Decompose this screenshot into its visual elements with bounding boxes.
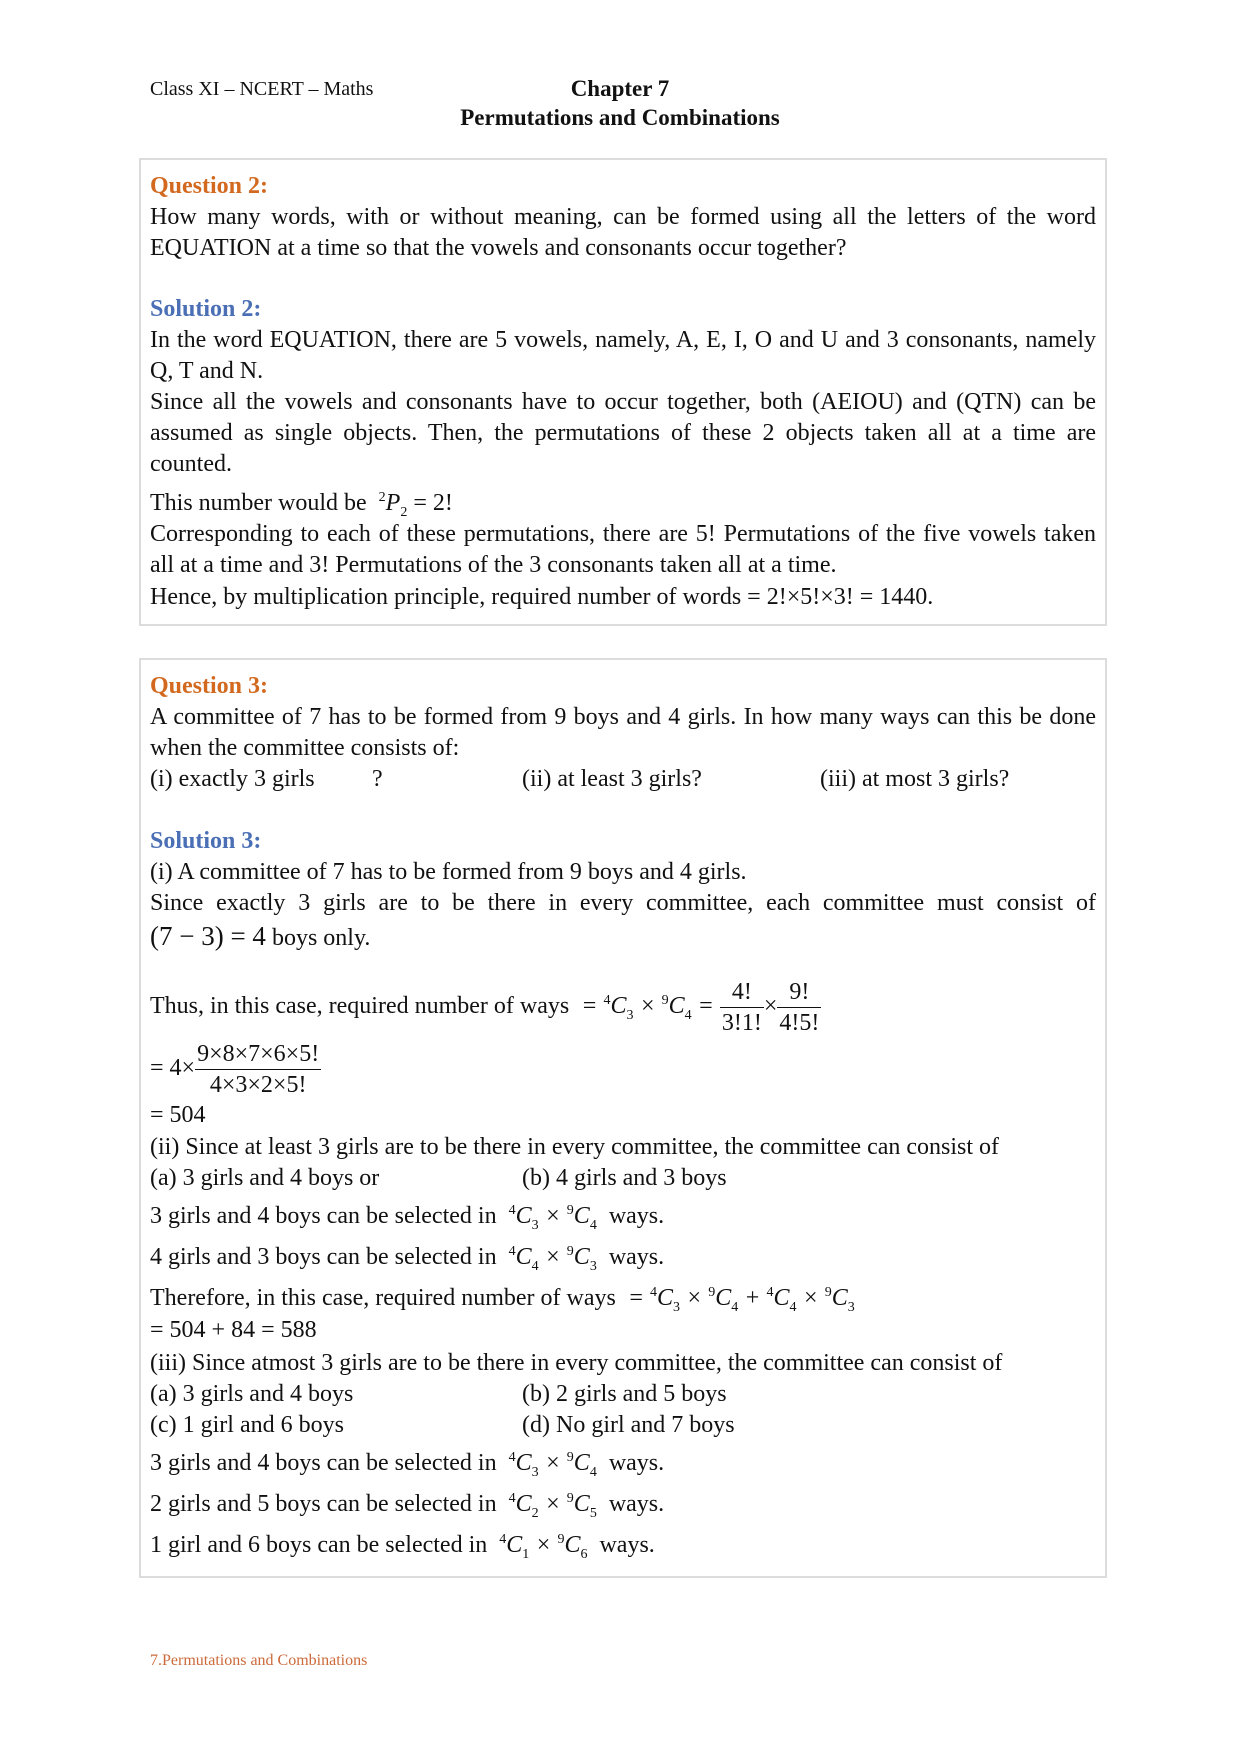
solution-2-line1: In the word EQUATION, there are 5 vowels, namely, A, E, I, O and U and 3 consonants, namely (150, 327, 1096, 353)
solution-3-iii-option-d: (d) No girl and 7 boys (522, 1412, 735, 1438)
solution-3-iii-sel1 (150, 1444, 1096, 1487)
solution-3-ii-result: = 504 + 84 = 588 (150, 1317, 317, 1343)
header-class-label: Class XI – NCERT – Maths (150, 78, 374, 100)
fraction-4-factorial-num: 4! (720, 977, 764, 1008)
solution-3-ways-line: Thus, in this case, required number of ways = $^4C_3 \times ^9C_4$ = $\frac{4!}{3!1!}$ × $\frac{9!}{4!5!}$ (150, 978, 820, 1036)
solution-3-ii-sel2-text: 4 girls and 3 boys can be selected in (150, 1244, 497, 1270)
combination-4c3-9c4-iii: $^4C_3 \times ^9C_4$ (508, 1450, 597, 1480)
solution-3-iii-option-b: (b) 2 girls and 5 boys (522, 1381, 727, 1407)
solution-3-ways-text: Thus, in this case, required number of ways (150, 993, 570, 1019)
combination-4c1-9c6: $^4C_1 \times ^9C_6$ (499, 1532, 588, 1562)
solution-3-line1: (i) A committee of 7 has to be formed from 9 boys and 4 girls. (150, 859, 747, 885)
combination-4c4-9c3: $^4C_4 \times ^9C_3$ (508, 1244, 597, 1274)
solution-3-iii-option-c: (c) 1 girl and 6 boys (150, 1412, 344, 1438)
question-3-heading: Question 3: (150, 673, 269, 699)
fraction-4-factorial-den: 3!1! (721, 1009, 762, 1036)
solution-2-line7: Corresponding to each of these permutations, there are 5! Permutations of the five vowels taken (150, 521, 1096, 547)
permutation-formula: $^2P_2$ (378, 490, 408, 520)
question-2-heading: Question 2: (150, 173, 269, 199)
question-3-option-i-mark: ? (372, 766, 383, 792)
question-2-text-line2: EQUATION at a time so that the vowels and consonants occur together? (150, 235, 847, 261)
solution-3-result-i: = 504 (150, 1102, 206, 1128)
solution-3-iii-intro: (iii) Since atmost 3 girls are to be there in every committee, the committee can consist of (150, 1350, 1003, 1376)
question-3-option-i: (i) exactly 3 girls (150, 766, 315, 792)
ways-label: ways. (599, 1532, 655, 1558)
ways-label: ways. (608, 1450, 665, 1476)
solution-2-line2: Q, T and N. (150, 358, 264, 384)
chapter-title: Permutations and Combinations (460, 105, 780, 130)
solution-3-line3 (150, 922, 1096, 952)
ways-label: ways. (608, 1244, 665, 1270)
combination-sum-expression: = $^4C_3 \times ^9C_4 + ^4C_4 \times ^9C_3$ (621, 1285, 855, 1315)
solution-3-ii-option-b: (b) 4 girls and 3 boys (522, 1165, 727, 1191)
ways-label: ways. (608, 1203, 665, 1229)
fraction-4-factorial (720, 977, 764, 1038)
fraction-9-factorial-num: 9! (777, 977, 821, 1008)
solution-3-ii-sel1-text: 3 girls and 4 boys can be selected in (150, 1203, 497, 1229)
fraction-9-factorial-den: 4!5! (779, 1009, 820, 1036)
solution-3-ii-intro: (ii) Since at least 3 girls are to be there in every committee, the committee can consist of (150, 1134, 1000, 1160)
solution-2-heading: Solution 2: (150, 296, 262, 322)
solution-3-iii-sel3 (150, 1526, 1096, 1569)
fraction-expansion (195, 1039, 321, 1100)
combination-4c3-9c4: $^4C_3 \times ^9C_4$ (508, 1203, 597, 1233)
fraction-expansion-den: 4×3×2×5! (209, 1071, 307, 1098)
chapter-number: Chapter 7 (570, 76, 670, 101)
solution-3-iii-sel2-text: 2 girls and 5 boys can be selected in (150, 1491, 497, 1517)
expansion-prefix: = 4× (150, 1055, 196, 1081)
fraction-expansion-num: 9×8×7×6×5! (195, 1039, 321, 1070)
boys-count-expression: (7 − 3) = 4 (150, 921, 266, 951)
solution-3-ii-therefore-text: Therefore, in this case, required number of ways (150, 1285, 616, 1311)
question-3-option-iii: (iii) at most 3 girls? (820, 766, 1010, 792)
solution-3-heading: Solution 3: (150, 828, 262, 854)
solution-2-line8: all at a time and 3! Permutations of the 3 consonants taken all at a time. (150, 552, 837, 578)
solution-2-result: = 2!×5!×3! = 1440. (747, 584, 934, 610)
combination-4c2-9c5: $^4C_2 \times ^9C_5$ (508, 1491, 597, 1521)
solution-3-line2: Since exactly 3 girls are to be there in every committee, each committee must consist of (150, 890, 1096, 916)
solution-3-iii-sel3-text: 1 girl and 6 boys can be selected in (150, 1532, 488, 1558)
solution-3-expansion-line (150, 1035, 1096, 1101)
question-3-text-line1: A committee of 7 has to be formed from 9 boys and 4 girls. In how many ways can this be done (150, 704, 1096, 730)
solution-2-line4: assumed as single objects. Then, the permutations of these 2 objects taken all at a time are (150, 420, 1096, 446)
solution-2-line9 (150, 583, 1096, 611)
solution-2-line3: Since all the vowels and consonants have to occur together, both (AEIOU) and (QTN) can be (150, 389, 1096, 415)
question-3-option-ii: (ii) at least 3 girls? (522, 766, 702, 792)
chapter-heading (440, 74, 800, 132)
solution-3-line3-text: boys only. (265, 925, 371, 951)
question-3-text-line2: when the committee consists of: (150, 735, 460, 761)
combination-expression-i: = $^4C_3 \times ^9C_4$ = (575, 993, 720, 1023)
solution-3-iii-option-a: (a) 3 girls and 4 boys (150, 1381, 354, 1407)
solution-2-line5: counted. (150, 451, 232, 477)
solution-2-line6-text: This number would be (150, 490, 367, 516)
permutation-formula-rest: = 2! (407, 490, 453, 516)
solution-3-iii-sel2 (150, 1485, 1096, 1528)
solution-3-ii-option-a: (a) 3 girls and 4 boys or (150, 1165, 380, 1191)
page-footer: 7.Permutations and Combinations (150, 1652, 368, 1669)
solution-3-ii-sel2 (150, 1238, 1096, 1281)
ways-label: ways. (608, 1491, 665, 1517)
solution-2-line9-text: Hence, by multiplication principle, required number of words (150, 584, 742, 610)
solution-3-iii-sel1-text: 3 girls and 4 boys can be selected in (150, 1450, 497, 1476)
solution-3-ii-sel1 (150, 1197, 1096, 1240)
fraction-9-factorial (777, 977, 821, 1038)
question-2-text-line1: How many words, with or without meaning, can be formed using all the letters of the word (150, 204, 1096, 230)
